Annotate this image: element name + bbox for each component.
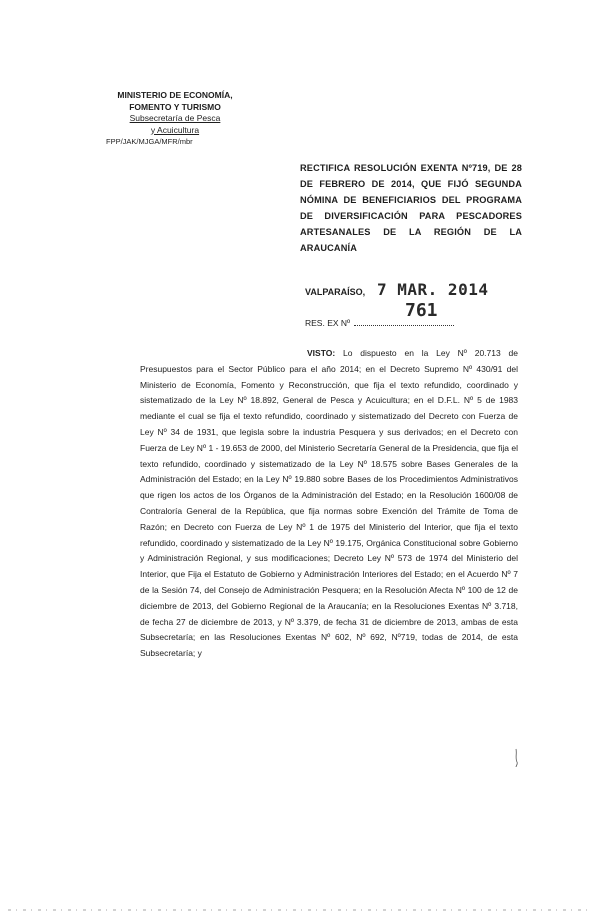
ministry-line-2: FOMENTO Y TURISMO bbox=[129, 101, 221, 112]
date-stamp: 7 MAR. 2014 bbox=[377, 280, 489, 299]
place-label: VALPARAÍSO, bbox=[305, 287, 366, 297]
resolution-number-line bbox=[305, 318, 454, 328]
resolution-number-stamp: 761 bbox=[405, 300, 438, 321]
subsecretaria-line-2: y Acuicultura bbox=[150, 124, 200, 135]
ministry-line-1: MINISTERIO DE ECONOMÍA, bbox=[117, 90, 233, 100]
resolution-number-label: RES. EX Nº bbox=[305, 318, 351, 328]
visto-paragraph bbox=[140, 346, 518, 662]
letterhead bbox=[100, 90, 250, 148]
visto-text: Lo dispuesto en la Ley Nº 20.713 de Presupuestos para el Sector Público para el año 2014; en el Decreto Supremo Nº 430/91 del Ministerio de Economía, Fomento y Reconstrucción, que fija el texto refundido, coordinado y sistematizado de la Ley Nº 18.892, General de Pesca y Acuicultura; en el D.F.L. Nº 5 de 1983 mediante el cual se fija el texto refundido, coordinado y sistematizado del Decreto con Fuerza de Ley Nº 34 de 1931, que legisla sobre la industria Pesquera y sus derivados; en el Decreto con Fuerza de Ley Nº 1 - 19.653 de 2000, del Ministerio Secretaría General de la Presidencia, que fija el texto refundido, coordinado y sistematizado de la Ley Nº 18.575 sobre Bases Generales de la Administración del Estado; en la Ley Nº 19.880 sobre Bases de los Procedimientos Administrativos que rigen los actos de los Órganos de la Administración del Estado; en la Resolución 1600/08 de Contraloría General de la República, que fija normas sobre Exención del Trámite de Toma de Razón; en Decreto con Fuerza de Ley Nº 1 de 1975 del Ministerio del Interior, que fija el texto refundido, coordinado y sistematizado de la Ley Nº 19.175, Orgánica Constitucional sobre Gobierno y Administración Regional, y sus modificaciones; Decreto Ley Nº 573 de 1974 del Ministerio del Interior, que Fija el Estatuto de Gobierno y Administración Interiores del Estado; en el Acuerdo Nº 7 de la Sesión 74, del Consejo de Administración Pesquera; en la Resolución Afecta Nº 100 de 12 de diciembre de 2013, del Gobierno Regional de la Araucanía; en la Resoluciones Exentas Nº 3.718, de fecha 27 de diciembre de 2013, y Nº 3.379, de fecha 31 de diciembre de 2013, ambas de esta Subsecretaría; en las Resoluciones Exentas Nº 602, Nº 692, Nº719, todas de 2014, de esta Subsecretaría; y bbox=[140, 348, 518, 659]
reference-initials: FPP/JAK/MJGA/MFR/mbr bbox=[106, 137, 193, 146]
visto-label: VISTO: bbox=[307, 348, 336, 358]
page-footer-rule bbox=[8, 908, 593, 912]
resolution-title: RECTIFICA RESOLUCIÓN EXENTA Nº719, DE 28 DE FEBRERO DE 2014, QUE FIJÓ SEGUNDA NÓMINA DE BENEFICIARIOS DEL PROGRAMA DE DIVERSIFICACIÓN PARA PESCADORES ARTESANALES DE LA REGIÓN DE LA ARAUCANÍA bbox=[300, 163, 522, 253]
margin-mark bbox=[512, 748, 520, 768]
subsecretaria-line-1: Subsecretaría de Pesca bbox=[129, 113, 221, 123]
resolution-number-dotted-line bbox=[354, 325, 454, 326]
